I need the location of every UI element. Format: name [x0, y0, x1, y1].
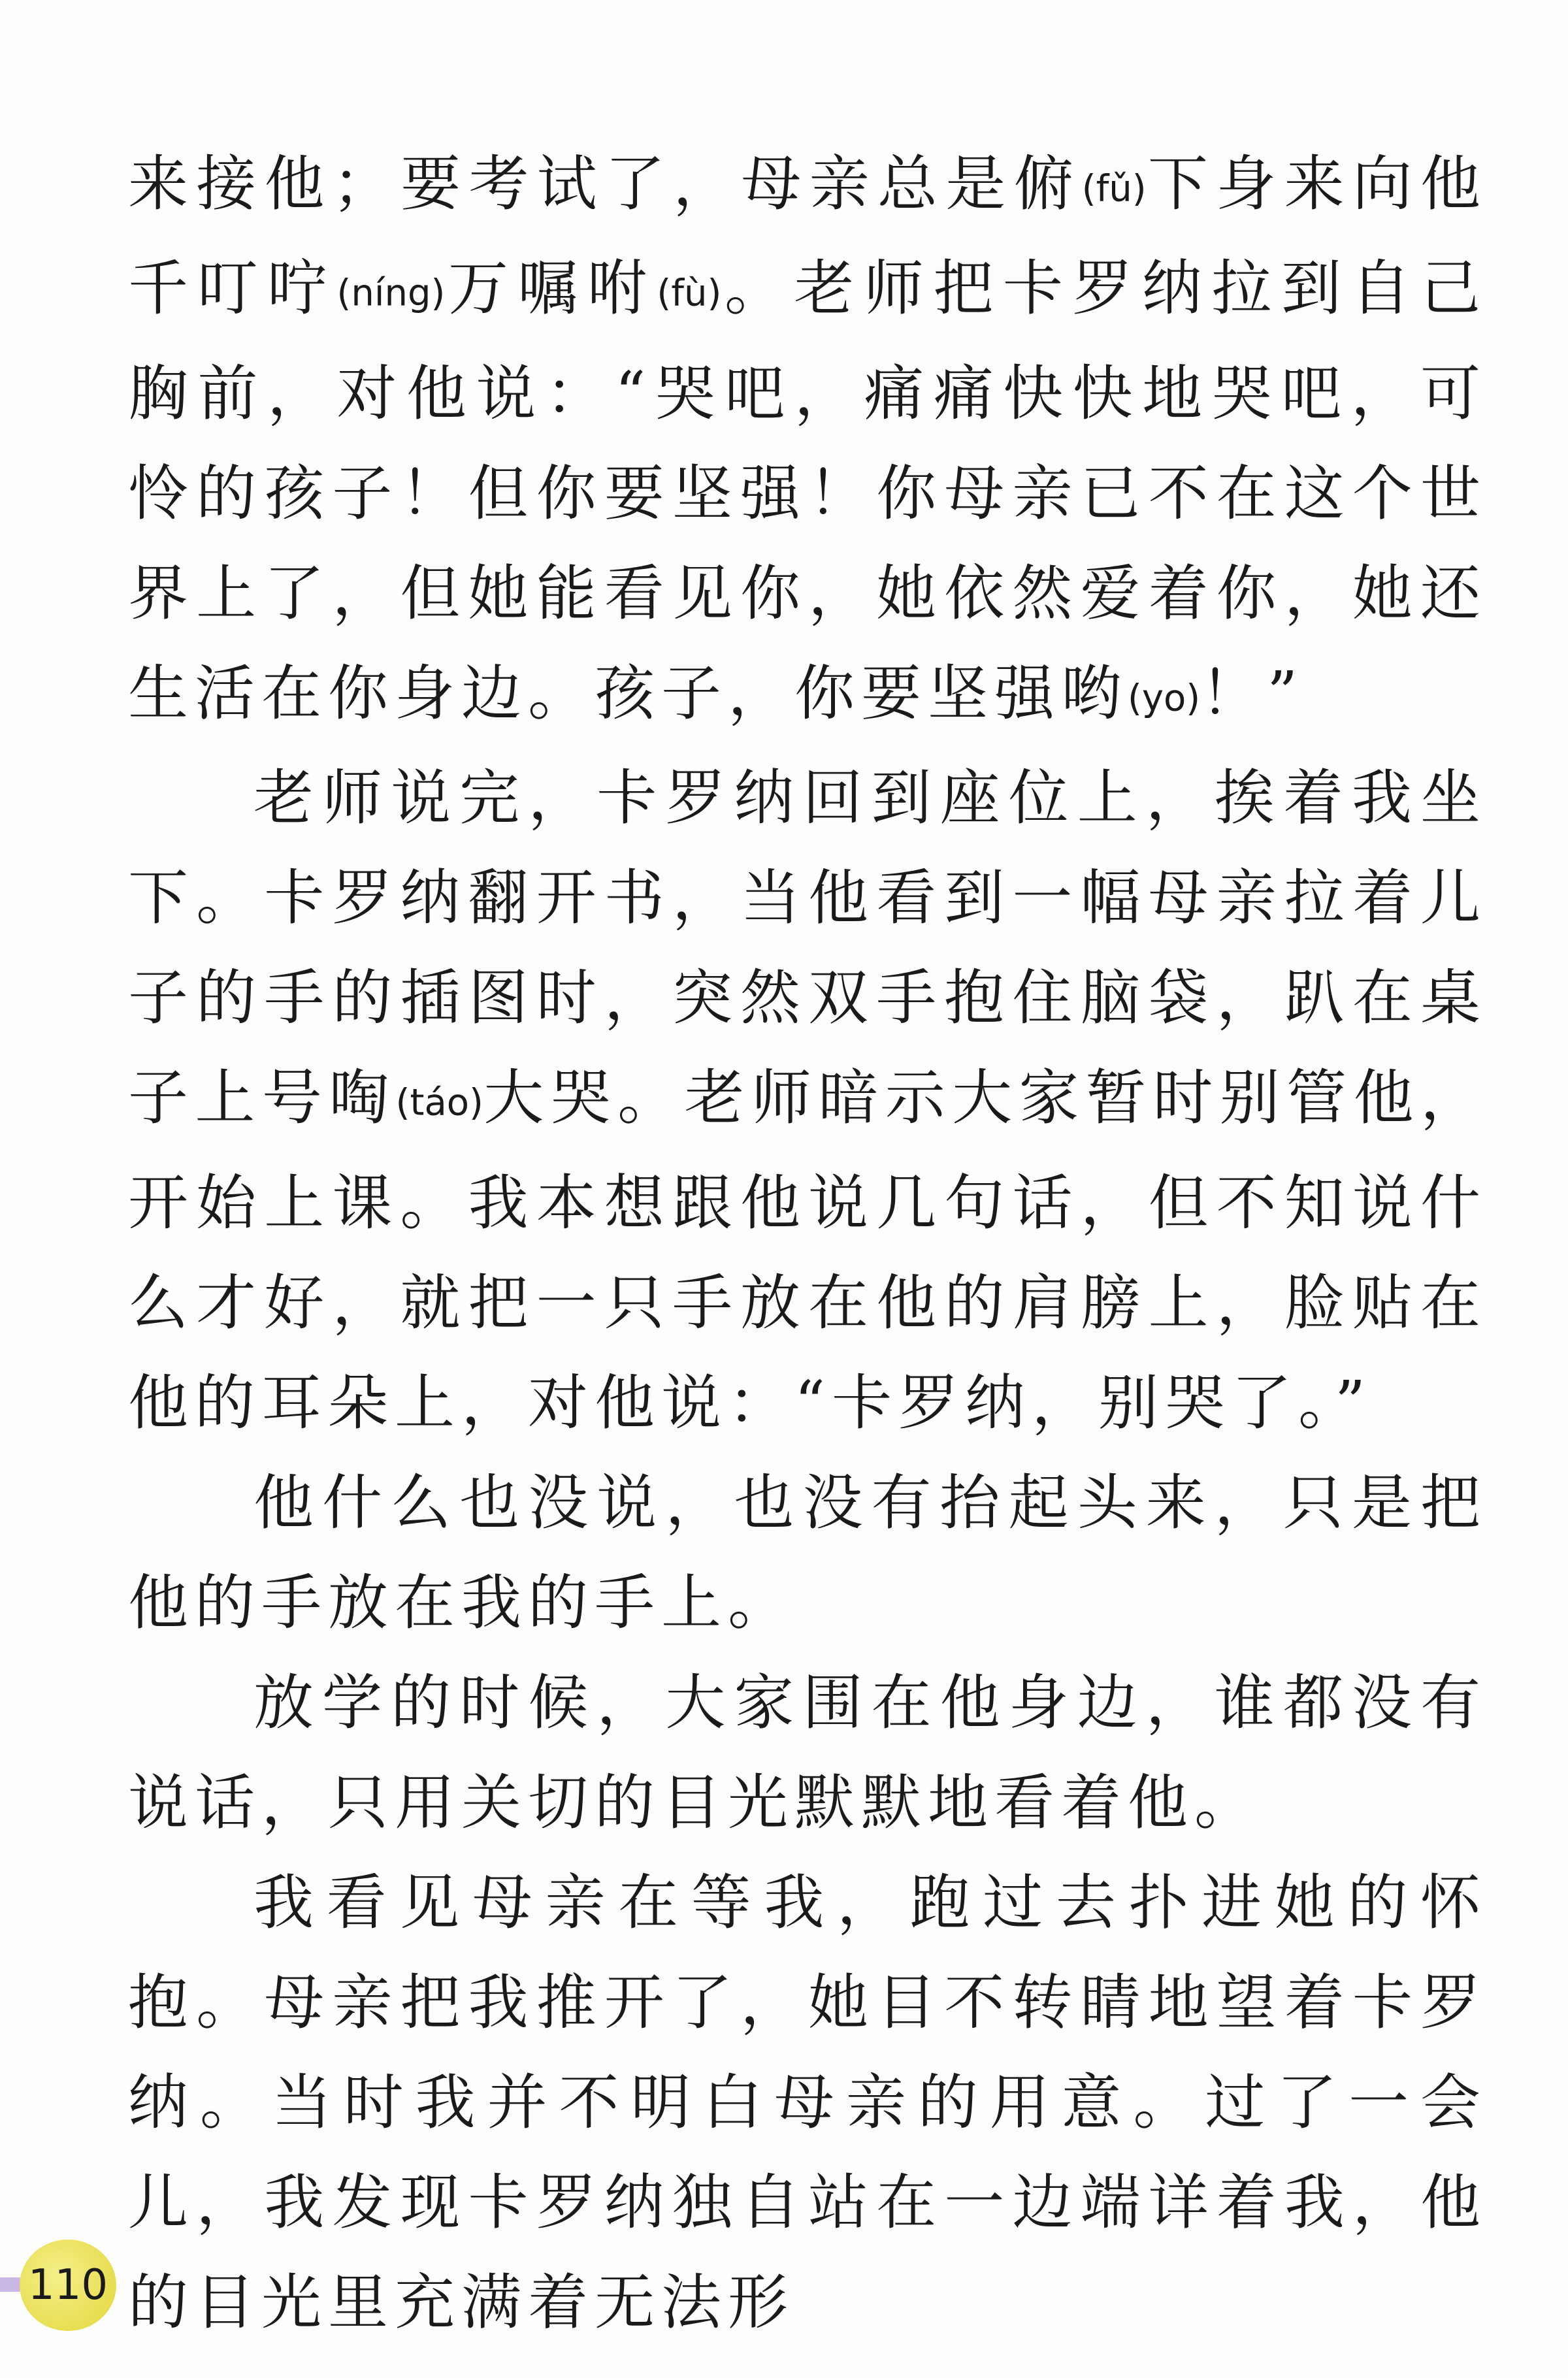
paragraph	[128, 134, 1487, 748]
paragraph	[128, 1853, 1487, 2353]
page-number: 110	[27, 2261, 108, 2309]
text-run: 。老师把卡罗纳拉到自己胸前，对他说：“哭吧，痛痛快快地哭吧，可怜的孩子！但你要坚强！你母亲已不在这个世界上了，但她能看见你，她依然爱着你，她还生活在你身边。孩子，你要坚强哟	[128, 253, 1487, 728]
body-text	[128, 134, 1487, 2353]
text-run: 他什么也没说，也没有抬起头来，只是把他的手放在我的手上。	[128, 1467, 1487, 1638]
text-run: 大哭。老师暗示大家暂时别管他，开始上课。我本想跟他说几句话，但不知说什么才好，就把一只手放在他的肩膀上，脸贴在他的耳朵上，对他说：“卡罗纳，别哭了。”	[128, 1063, 1487, 1438]
text-run: 下身来向他千叮咛	[128, 149, 1487, 324]
page-number-area	[0, 2233, 131, 2337]
pinyin-annotation: (yo)	[1128, 677, 1201, 720]
paragraph	[128, 1453, 1487, 1653]
text-run: 放学的时候，大家围在他身边，谁都没有说话，只用关切的目光默默地看着他。	[128, 1667, 1487, 1838]
text-run: 来接他；要考试了，母亲总是俯	[128, 149, 1082, 219]
pinyin-annotation: (níng)	[336, 272, 446, 315]
text-run: 老师说完，卡罗纳回到座位上，挨着我坐下。卡罗纳翻开书，当他看到一幅母亲拉着儿子的手的插图时，突然双手抱住脑袋，趴在桌子上号啕	[128, 763, 1487, 1133]
paragraph	[128, 1653, 1487, 1853]
pinyin-annotation: (fǔ)	[1081, 167, 1147, 210]
text-run: 我看见母亲在等我，跑过去扑进她的怀抱。母亲把我推开了，她目不转睛地望着卡罗纳。当时我并不明白母亲的用意。过了一会儿，我发现卡罗纳独自站在一边端详着我，他的目光里充满着无法形	[128, 1867, 1487, 2337]
pinyin-annotation: (táo)	[395, 1081, 483, 1124]
text-run: 万嘱咐	[445, 253, 657, 324]
text-run: ！”	[1200, 658, 1305, 728]
paragraph	[128, 748, 1487, 1452]
pinyin-annotation: (fù)	[657, 272, 722, 315]
